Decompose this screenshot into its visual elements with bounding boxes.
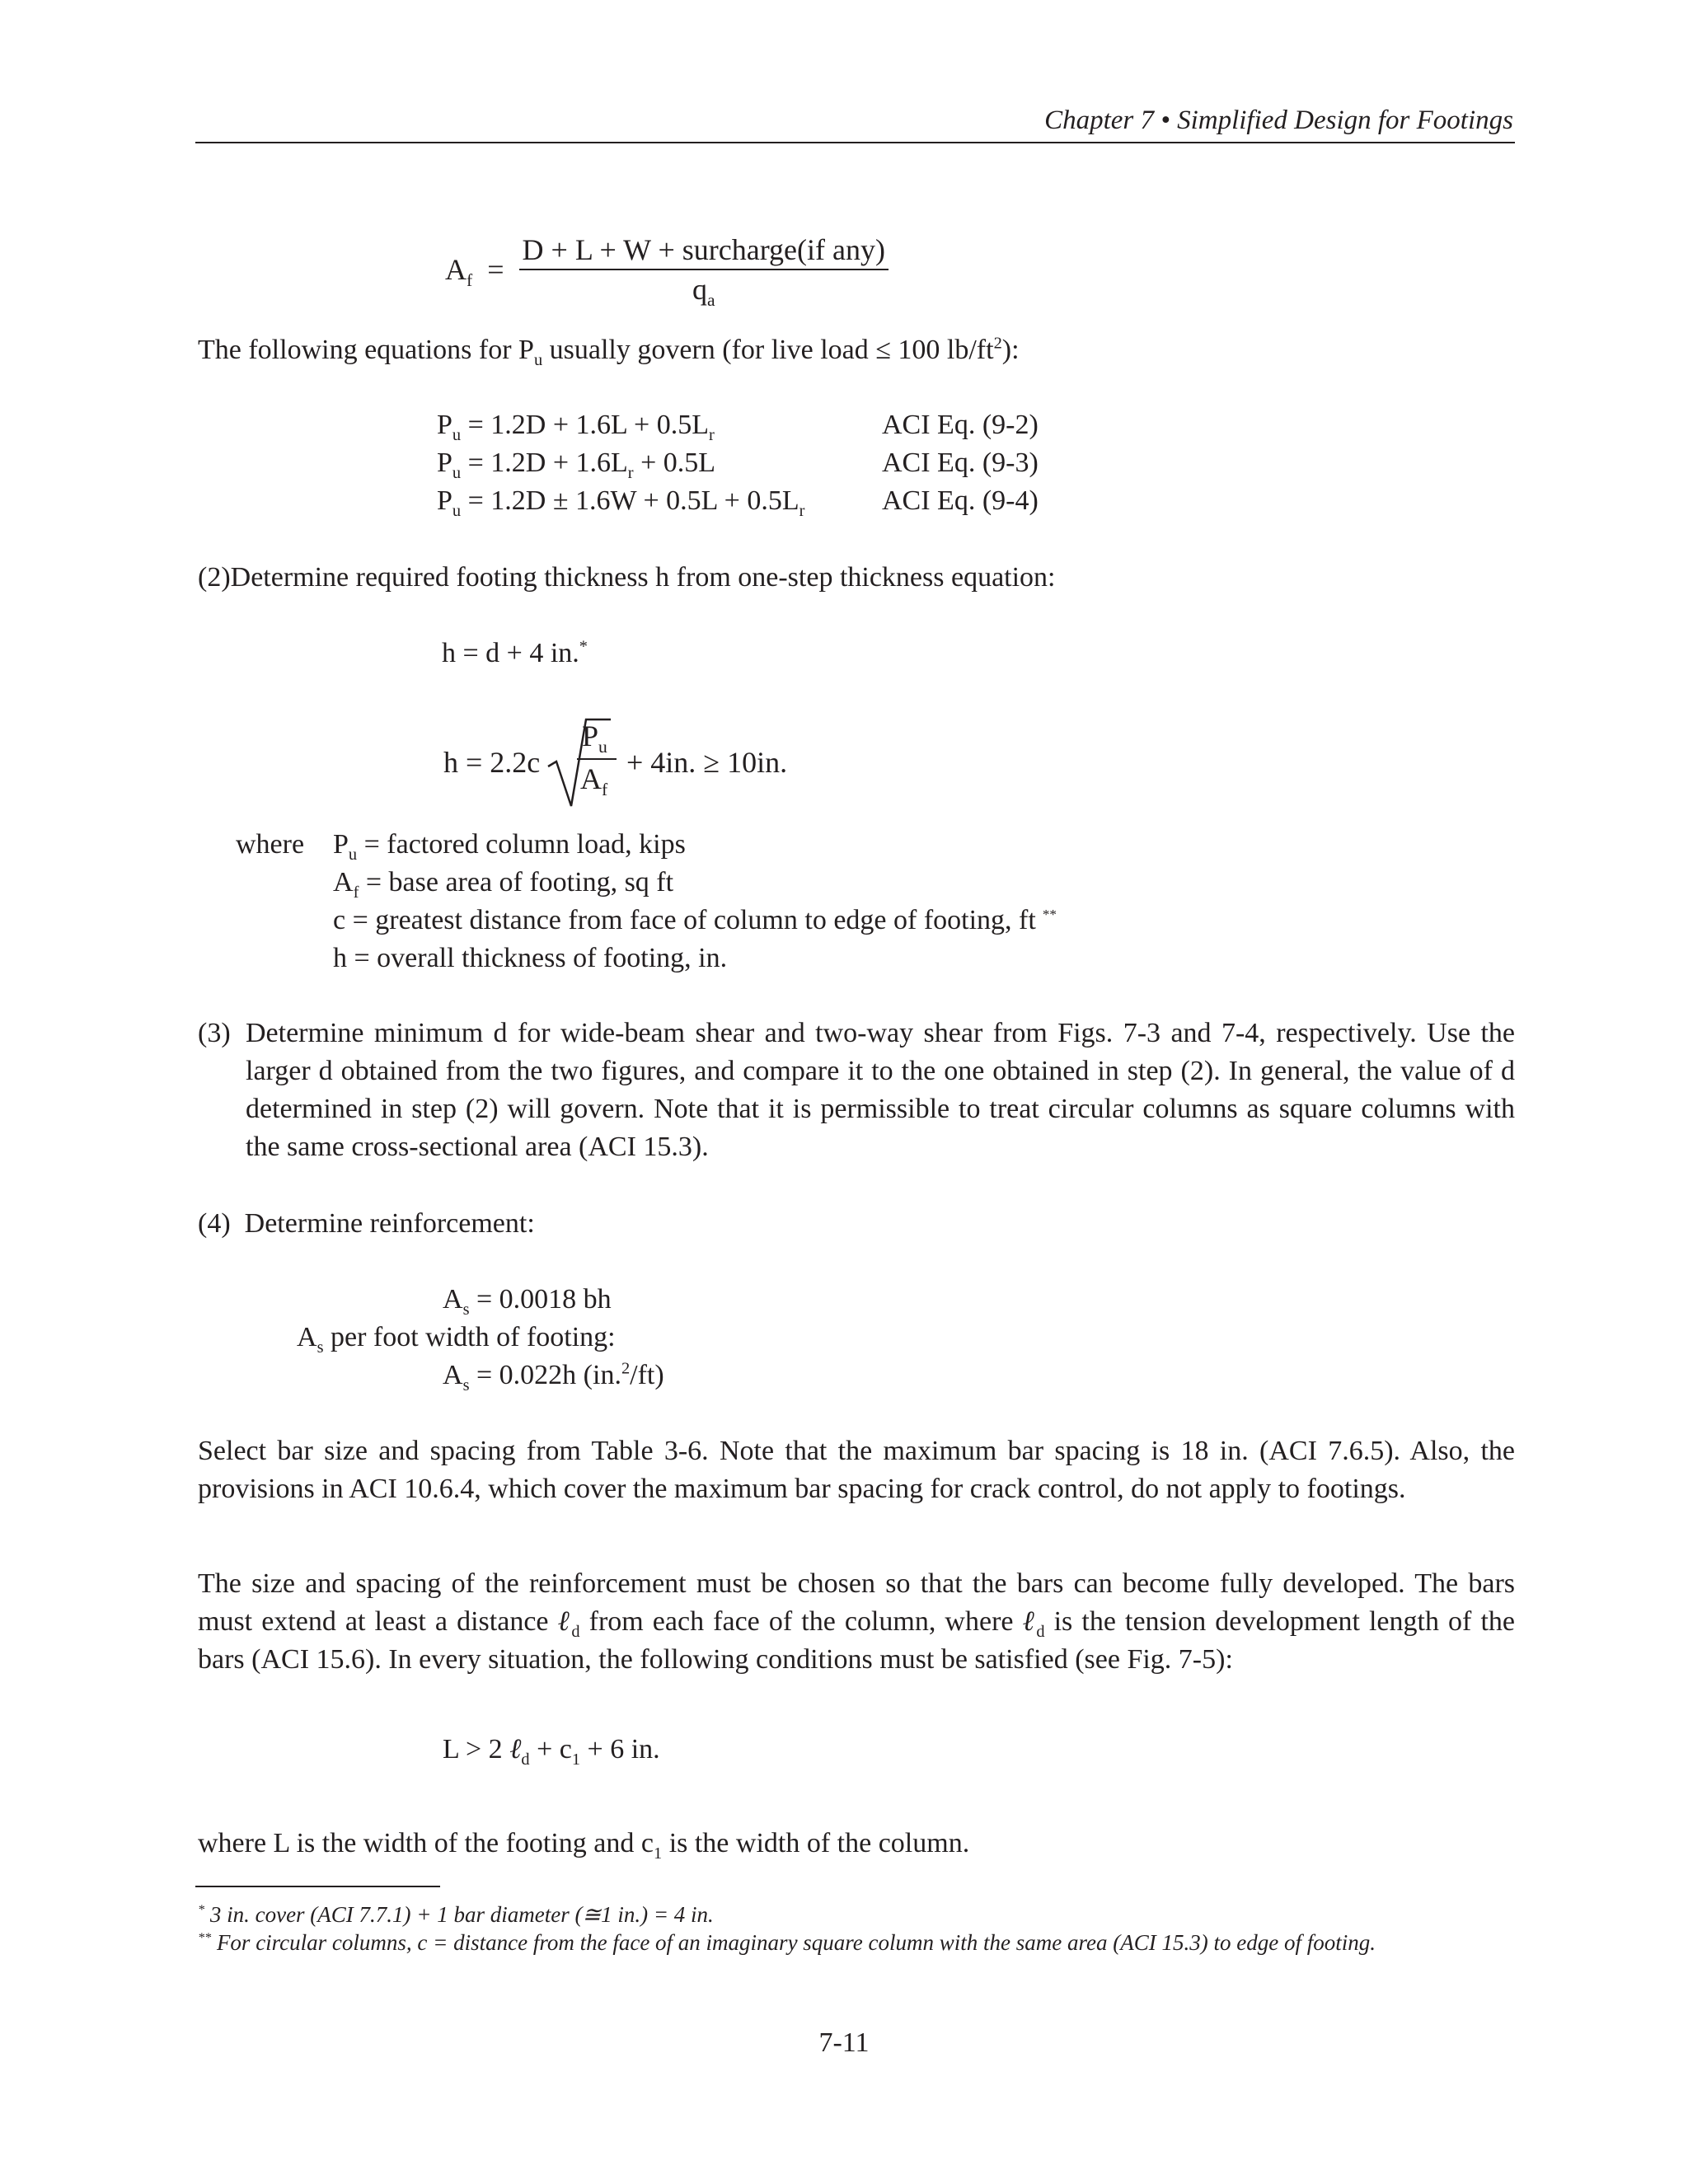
load-combo-row: $P_u = 1.2D + 1.6L_r + 0.5L$ ACI Eq. (9-3) (437, 444, 1096, 482)
eq-af-numerator: D + L + W + surcharge(if any) (522, 233, 885, 266)
aci-equation-ref: ACI Eq. (9-4) (882, 485, 1039, 516)
definition-item: $A_f$ = base area of footing, sq ft (333, 867, 674, 902)
equation-footing-width: L > 2 ℓ$_d$ + $c_1 + 6$ in. (443, 1734, 660, 1769)
equation-thickness-basic: h = d + 4 in.* (442, 637, 588, 668)
intro-sentence: The following equations for $P_u$ usually govern (for live load ≤ 100 $lb/ft^2$): (198, 334, 1020, 369)
step-number: (3) (198, 1018, 231, 1048)
footnote: ** For circular columns, c = distance from the face of an imaginary square column with the same area (ACI 15.3) to edge of footing. (198, 1930, 1376, 1955)
definition-item: c = greatest distance from face of column to edge of footing, ft ** (333, 905, 1057, 935)
definition-item: $P_u$ = factored column load, kips (333, 829, 686, 864)
definition-item: h = overall thickness of footing, in. (333, 943, 728, 973)
page-number: 7-11 (818, 2027, 870, 2058)
header-rule (195, 142, 1515, 143)
where-definitions (333, 826, 1057, 977)
as-per-foot-label: $A_s$ per foot width of footing: (297, 1322, 616, 1357)
footnote: * 3 in. cover (ACI 7.7.1) + 1 bar diameter (≅1 in.) = 4 in. (198, 1902, 714, 1927)
step-4-text: (4) Determine reinforcement: (198, 1208, 535, 1239)
eq-af-fraction (519, 231, 889, 311)
eq-af-lhs: $A_f$ = (445, 253, 504, 291)
equation-as-min: $A_s = 0.0018$ bh (443, 1284, 612, 1319)
step-3-text: Determine minimum d for wide-beam shear and two-way shear from Figs. 7-3 and 7-4, respectively. Use the larger d obtained from the two figures, and compare it to the one obtained in step (2). In general, the value of d determined in step (2) will govern. Note that it is permissible to treat circular columns as square columns with the same cross-sectional area (ACI 15.3). (246, 1018, 1515, 1162)
aci-equation-ref: ACI Eq. (9-3) (882, 448, 1039, 478)
equation-thickness-radical (443, 715, 856, 814)
load-combinations (437, 406, 1096, 522)
equation-as-per-foot: $A_s = 0.022h$ (in.$^2$/ft) (443, 1359, 664, 1394)
load-combo-row: $P_u = 1.2D + 1.6L + 0.5L_r$ ACI Eq. (9-2) (437, 406, 1096, 444)
equation-footing-area (445, 231, 889, 311)
paragraph-development-length: The size and spacing of the reinforcement must be chosen so that the bars can become fully developed. The bars must extend at least a distance ℓ$_d$ from each face of the column, where ℓ$_d$ is the tension development length of the bars (ACI 15.6). In every situation, the following conditions must be satisfied (see Fig. 7-5): (198, 1568, 1515, 1675)
eq2-denominator: $A_f$ (580, 762, 608, 800)
load-combo-row: $P_u = 1.2D \pm 1.6W + 0.5L + 0.5L_r$ ACI Eq. (9-4) (437, 482, 1096, 520)
step-2-text: (2)Determine required footing thickness h from one-step thickness equation: (198, 562, 1056, 593)
eq2-lhs: h = 2.2c (443, 746, 541, 779)
where-label: where (236, 829, 305, 860)
eq-af-denominator: $q_a$ (692, 273, 715, 311)
aci-equation-ref: ACI Eq. (9-2) (882, 410, 1039, 440)
footnote-rule (195, 1886, 440, 1887)
running-header: Chapter 7 • Simplified Design for Footings (1044, 105, 1513, 135)
eq2-numerator: $P_u$ (582, 719, 607, 757)
eq2-rhs: + 4in. ≥ 10in. (626, 746, 788, 779)
paragraph-bar-spacing: Select bar size and spacing from Table 3-6. Note that the maximum bar spacing is 18 in. (ACI 7.6.5). Also, the provisions in ACI 10.6.4, which cover the maximum bar spacing for crack control, do not apply to footings. (198, 1436, 1515, 1504)
eq2-fraction-bar (577, 758, 617, 760)
step-3 (198, 1015, 1515, 1166)
where-l-sentence: where L is the width of the footing and $c_1$ is the width of the column. (198, 1828, 970, 1863)
